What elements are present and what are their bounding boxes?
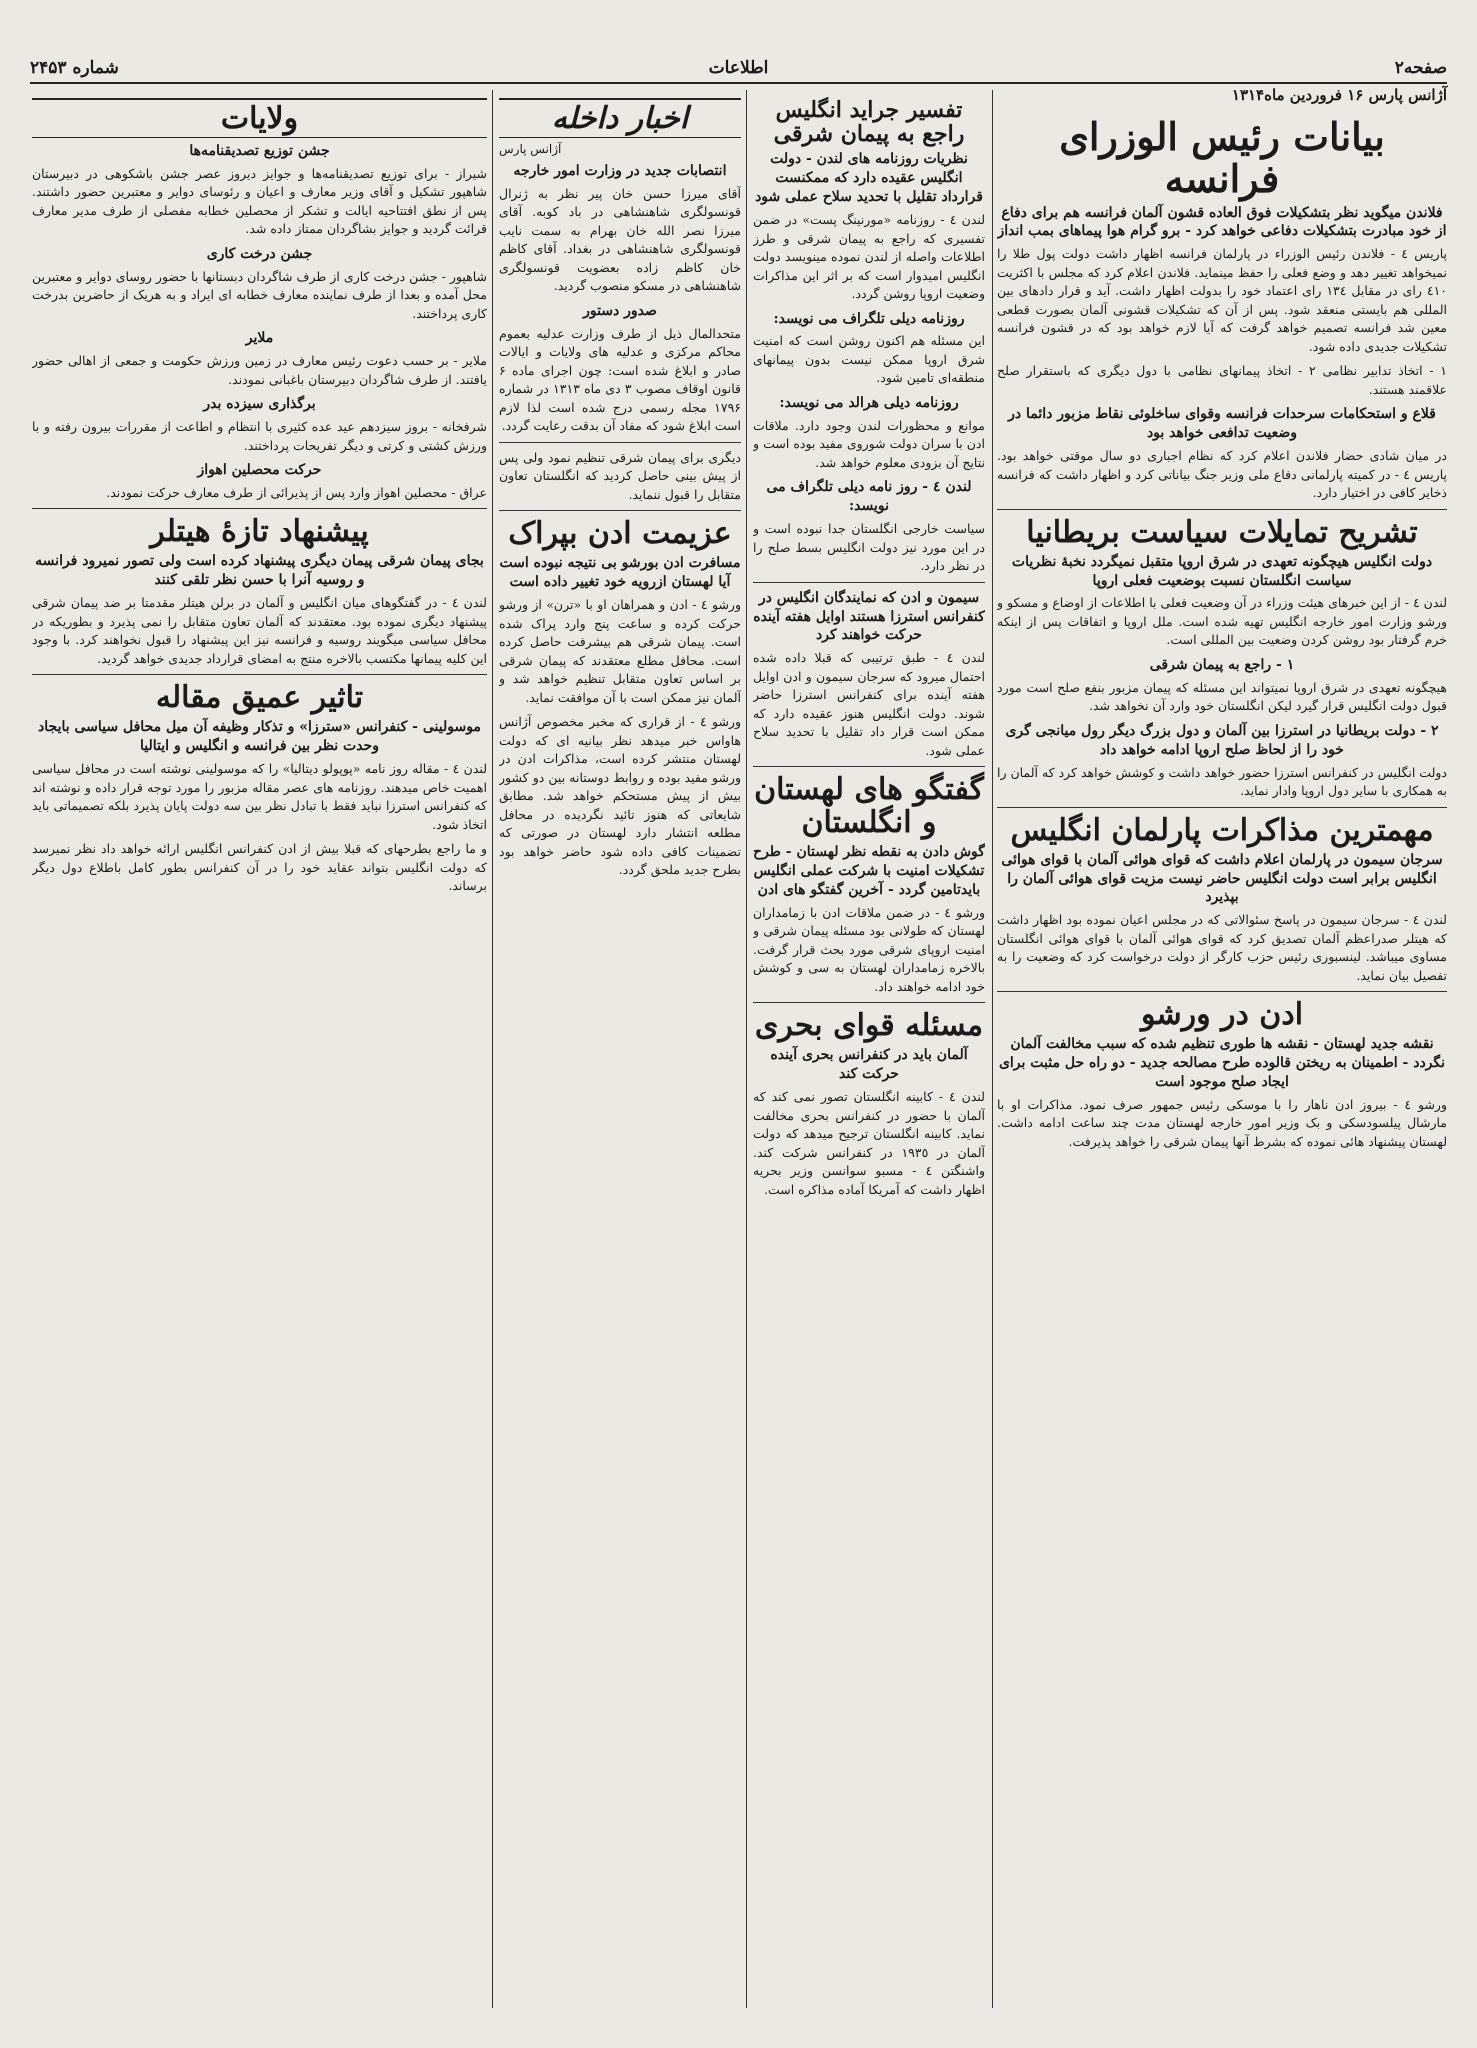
article-body: سیاست خارجی انگلستان جدا نبوده است و در این مورد نیز دولت انگلیس بسط صلح را در نظر دارد.: [753, 521, 985, 574]
issue-number: شماره ۲۴۵۳: [30, 58, 119, 78]
subhead-hitler-proposal: بجای پیمان شرقی پیمان دیگری پیشنهاد کرده است ولی تصور نمیرود فرانسه و روسیه آنرا با حسن نظر تلقی کنند: [35, 553, 484, 589]
subhead-british-parliament: سرجان سیمون در پارلمان اعلام داشت که قوای هوائی آلمان با قوای هوائی انگلیس برابر است دولت انگلیس حاضر نیست مزیت قوای هوائی آلمان را بپذیرد: [1001, 851, 1443, 906]
section-daily-telegraph-2: لندن ٤ - روز نامه دیلی تلگراف می نویسد:: [766, 479, 972, 515]
column-center-left: [499, 94, 741, 886]
section-eastern-pact: ۱ - راجع به پیمان شرقی: [1149, 656, 1295, 673]
section-decree: صدور دستور: [583, 302, 657, 319]
headline-british-parliament: مهمترین مذاکرات پارلمان انگلیس: [1010, 812, 1434, 848]
divider: [753, 766, 985, 767]
section-daily-telegraph: روزنامه دیلی تلگراف می نویسد:: [773, 310, 965, 327]
article-body: عراق - محصلین اهواز وارد پس از پذیرائی از طرف معارف حرکت نمودند.: [106, 484, 487, 500]
headline-polish-talks: گفتگو های لهستان و انگلستان: [754, 772, 984, 841]
divider: [753, 582, 985, 583]
headline-provinces: ولایات: [32, 98, 487, 138]
subhead-eden-prague: مسافرت ادن بورشو بی نتیجه نبوده است آیا لهستان ازرویه خود تغییر داده است: [499, 555, 741, 591]
headline-simon-eden: سیمون و ادن که نمایندگان انگلیس در کنفرانس استرزا هستند اوایل هفته آینده حرکت خواهند کرد: [753, 589, 985, 644]
byline: آژانس پارس: [499, 142, 562, 156]
section-diploma-ceremony: جشن توزیع تصدیقنامه‌ها: [189, 143, 330, 159]
article-body: لندن ٤ - کابینه انگلستان تصور نمی کند که آلمان با حضور در کنفرانس بحری مخالفت نماید. کابینه انگلستان ترجیح میدهد که دولت آلمان در ۱۹۳٥ در کنفرانس شرکت کند. واشنگتن ٤ - مسبو سوانسن وزیر بحریه اظهار داشت که آمریکا آماده مذاکره است.: [753, 1089, 985, 1197]
column-right: [997, 112, 1447, 1157]
date-line: آژانس پارس ۱۶ فروردین ماه۱۳۱۴: [1231, 86, 1447, 104]
headline-eden-prague: عزیمت ادن بپراک: [508, 516, 732, 552]
section-foreign-ministry: انتصابات جدید در وزارت امور خارجه: [513, 163, 727, 179]
divider: [499, 510, 741, 511]
section-stresa-mediation: ۲ - دولت بریطانیا در استرزا بین آلمان و دول بزرگ دیگر رول میانجی گری خود را از لحاظ صلح اروپا ادامه خواهد داد: [1005, 722, 1439, 758]
column-center-right: [753, 94, 985, 1205]
subhead-naval-forces: آلمان باید در کنفرانس بحری آینده حرکت کند: [770, 1047, 968, 1083]
column-left: [32, 94, 487, 902]
article-body: در میان شادی حضار فلاندن اعلام کرد که نظام اجباری دو سال موقتی خواهد بود. پاریس ٤ - در کمیته پارلمانی دفاع ملی وزیر جنگ بیاناتی کرد و اظهار داشت که فرانسه ذخایر کافی در اختیار دارد.: [997, 448, 1447, 501]
article-body: لندن ٤ - از این خبرهای هیئت وزراء در آن وضعیت فعلی با اطلاعات از اوضاع و مسکو و ورشو وزارت امور خارجه انگلیس تهیه شده است. ملل اروپا و اتفاقات پس از اینکه خرم گرفتار بود روشن کردن وضعیت بین المللی است.: [997, 595, 1447, 648]
divider: [499, 442, 741, 443]
divider: [997, 509, 1447, 510]
article-body: و ما راجع بطرحهای که قبلا بیش از ادن کنفرانس انگلیس ارائه خواهد داد نظر نمیرسد که دولت انگلیس بتواند عقاید خود را در آن کنفرانس بطور کامل باطلاع دول دیگر برساند.: [32, 841, 487, 894]
article-body: ملایر - بر حسب دعوت رئیس معارف در زمین ورزش حکومت و جمعی از اهالی حضور یافتند. از طرف شاگردان دبیرستان باغبانی نمودند.: [32, 353, 487, 387]
headline-eden-warsaw: ادن در ورشو: [1140, 997, 1304, 1033]
article-body: لندن ٤ - مقاله روز نامه «پوپولو دیتالیا» را که موسولینی نوشته است در محافل سیاسی اهمیت خاص میدهند. روزنامه های عصر مقاله مزبور را مورد توجه قرار داده و نوشته اند که کنفرانس استرزا نباید فقط با تبادل نظر بین سه دولت پایان پذیرد بلکه تصمیماتی باید اتخاذ شود.: [32, 761, 487, 832]
article-body: این مسئله هم اکنون روشن است که امنیت شرق اروپا ممکن نیست بدون پیمانهای منطقه‌ای تامین شود.: [753, 333, 985, 386]
article-body: ورشو ٤ - ادن و همراهان او با «ترن» از ورشو حرکت کرده و ساعت پنج وارد پراک شده است. پیمان شرقی هم بیشرفت حاصل کرده است. محافل مطلع معتقدند که پیمان شرقی بر اساس تعاون متقابل تنظیم خواهد شد و آلمان نیز ممکن است با آن موافقت نماید.: [499, 597, 741, 705]
headline-hitler-proposal: پیشنهاد تازهٔ هیتلر: [150, 514, 369, 550]
headline-domestic-news: اخبار داخله: [499, 98, 741, 138]
column-rule: [992, 90, 993, 2008]
divider: [753, 1002, 985, 1003]
article-body: شرفخانه - بروز سیزدهم عید عده کثیری با انتظام و اطاعت از مقررات بیرون رفته و با ورزش کشتی و کرتی و دیگر تفریحات پرداختند.: [32, 419, 487, 453]
headline-article-impact: تاثیر عمیق مقاله: [155, 680, 364, 716]
article-body: ورشو ٤ - از قراری که مخبر مخصوص آژانس هاواس خبر میدهد نظر بیانیه ای که دولت لهستان منتشر کرده است، مذاکرات ادن در ورشو مفید بوده و روابط دوستانه بین دو کشور بیش از پیش مستحکم خواهد شد. مطابق شایعاتی که هنوز تائید نگردیده در محافل مطلعه انتشار دارد لهستان در صورتی که تضمینات کافی داده شود حاضر خواهد بود بطرح جدید ملحق گردد.: [499, 714, 741, 878]
article-body: پاریس ٤ - فلاندن رئیس الوزراء در پارلمان فرانسه اظهار داشت دولت پول طلا را نمیخواهد تغییر دهد و وضع فعلی را حفظ مینماید. فلاندن اعلام کرد که مجلس با اکثریت ٤۱۰ رای در مقابل ۱۳٤ رای اعتماد خود را بدولت اظهار داشت. آید و قرار دادهای بین المللی هم بایستی منعقد شود. پس از آن که تشکیلات قشونی آلمان بصورت قطعی معین شد فرانسه تصمیم خواهد گرفت که آیا لازم خواهد بود که در قشون فرانسه تشکیلات جدیدی داده شود.: [997, 246, 1447, 354]
subhead-eden-warsaw: نقشه جدید لهستان - نقشه ها طوری تنظیم شده که سبب مخالفت آلمان نگردد - اطمینان به ریختن قالوده طرح مصالحه جدید - دو راه حل مثبت برای ایجاد صلح موجود است: [998, 1036, 1446, 1091]
subhead-polish-talks: گوش دادن به نقطه نظر لهستان - طرح تشکیلات امنیت با شرکت عملی انگلیس بایدتامین گردد - آخرین گفتگو های ادن: [753, 844, 985, 899]
subhead-article-impact: موسولینی - کنفرانس «سترزا» و تذکار وظیفه آن میل محافل سیاسی بایجاد وحدت نظر بین فرانسه و انگلیس و ایتالیا: [38, 719, 481, 755]
article-body: شیراز - برای توزیع تصدیقنامه‌ها و جوایز دیروز عصر جشن باشکوهی در دبیرستان شاهپور تشکیل و آقای وزیر معارف و اعیان و رئوسای دوایر و معتبرین حضور داشتند. پس از نطق افتتاحیه ایالت و تشکر از محصلین خطابه مفصلی از طرف مدیر معارف قرائت گردید و جوایز بشاگردان ممتاز داده شد.: [32, 165, 487, 237]
headline-french-pm: بیانات رئیس الوزرای فرانسه: [1059, 114, 1385, 201]
section-tree-planting: جشن درخت کاری: [206, 245, 313, 262]
section-malayer: ملایر: [245, 330, 274, 347]
article-body: لندن ٤ - سرجان سیمون در پاسخ سئوالاتی که در مجلس اعیان نموده بود اظهار داشت که هیتلر صدراعظم آلمان تصدیق کرد که قوای هوائی آلمان با قوای هوائی انگلستان مساوی میباشد. لینسبوری رئیس حزب کارگر از دولت درخواست کرد که وضعیت را به تفصیل بیان نماید.: [997, 912, 1447, 983]
subhead-british-policy: دولت انگلیس هیچگونه تعهدی در شرق اروپا متقبل نمیگردد نخبهٔ نظریات سیاست انگلستان نسبت بوضعیت فعلی اروپا: [1011, 553, 1433, 589]
article-body: موانع و محظورات لندن وجود دارد. ملاقات ادن با سران دولت شوروی مفید بوده است و نتایج آن بزودی معلوم خواهد شد.: [753, 417, 985, 470]
section-sizdah-bedar: برگذاری سیزده بدر: [203, 396, 316, 413]
headline-british-policy: تشریح تمایلات سیاست بریطانیا: [1026, 514, 1418, 550]
subhead-french-pm: فلاندن میگوید نظر بتشکیلات فوق العاده قشون آلمان فرانسه هم برای دفاع از خود مبادرت بتشکیلات دفاعی خواهد کرد - برو گرام هوا پیماهای بمب انداز: [997, 204, 1447, 240]
article-body: ورشو ٤ - در ضمن ملاقات ادن با زمامداران لهستان که طولانی بود مسئله پیمان شرقی و امنیت اروپای شرقی مورد بحث قرار گرفت. بالاخره زمامداران لهستان به سی و کوشش خود ادامه خواهند داد.: [753, 904, 985, 994]
article-body: آقای میرزا حسن خان پیر نظر به ژنرال قونسولگری شاهنشاهی در باد کوبه. آقای میرزا نصر الله خان بهرام به سمت نایب قونسولگری شاهنشاهی در بغداد. آقای کاظم خان کاظم زاده بعضویت قونسولگری شاهنشاهی در مسکو منصوب گردید.: [499, 185, 741, 294]
paper-name: اطلاعات: [708, 58, 769, 78]
section-daily-herald: روزنامه دیلی هرالد می نویسد:: [779, 394, 959, 411]
page-number: صفحه۲: [1394, 58, 1447, 78]
subhead-fortifications: قلاع و استحکامات سرحدات فرانسه وقوای ساخلوئی نقاط مزبور دائما در وضعیت تدافعی خواهد بود: [1008, 406, 1436, 442]
column-rule: [492, 90, 493, 2008]
article-body: دیگری برای پیمان شرقی تنظیم نمود ولی پس از پیش بینی حاصل کردید که انگلستان تعاون متقابل را قبول ننماید.: [499, 449, 741, 502]
article-body: ۱ - اتخاذ تدابیر نظامی ۲ - اتخاذ پیمانهای نظامی با دول دیگری که باستقرار صلح علاقمند هستند.: [997, 363, 1447, 397]
headline-naval-forces: مسئله قوای بحری: [754, 1008, 984, 1044]
section-ahvaz-students: حرکت محصلین اهواز: [197, 462, 322, 479]
column-rule: [746, 90, 747, 2008]
article-body: هیچگونه تعهدی در شرق اروپا نمیتواند این مسئله که پیمان مزبور بنفع صلح است مورد قبول دولت انگلیس قرار گیرد لیکن انگلستان خود وارد آن نخواهد شد.: [997, 679, 1447, 714]
article-body: لندن ٤ - طبق ترتیبی که قبلا داده شده احتمال میرود که سرجان سیمون و ادن اوایل هفته آینده برای کنفرانس استرزا حاضر شوند. دولت انگلیس هنوز عقیده دارد که ممکن است قرار داد تقلیل با تحدید سلاح عملی شود.: [753, 650, 985, 758]
divider: [997, 991, 1447, 992]
article-body: متحدالمال ذیل از طرف وزارت عدلیه بعموم محاکم مرکزی و عدلیه های ولایات و ایالات صادر و ابلاغ شده است: چون اجرای ماده ۶ قانون اوقاف مصوب ۳ دی ماه ۱۳۱۳ در شماره ۱۷۹۶ مجله رسمی درج شده است لذا لازم است ابلاغ شود که مفاد آن بدقت رعایت گردد.: [499, 325, 741, 434]
divider: [32, 508, 487, 509]
subhead-press-eastern-pact: نظریات روزنامه های لندن - دولت انگلیس عقیده دارد که ممکنست قرارداد تقلیل با تحدید سلاح عملی شود: [755, 151, 983, 206]
article-body: لندن ٤ - روزنامه «مورنینگ پست» در ضمن تفسیری که راجع به پیمان شرقی و طرز اطلاعات واصله از لندن نموده مینویسد دولت انگلیس امیدوار است که بر اثر این مذاکرات وضعیت اروپا روشن گردد.: [753, 212, 985, 302]
divider: [32, 674, 487, 675]
masthead: [30, 56, 1447, 84]
article-body: ورشو ٤ - بیروز ادن ناهار را با موسکی رئیس جمهور صرف نمود. مذاکرات او با مارشال پیلسودسکی و بک وزیر امور خارجه لهستان مدت چند ساعت ادامه داشت. لهستان پیشنهاد هائی نموده که بشرط آنها پیمان شرقی را خواهد پذیرفت.: [997, 1096, 1447, 1149]
article-body: دولت انگلیس در کنفرانس استرزا حضور خواهد داشت و کوشش خواهد کرد که آلمان را به همکاری با سایر دول اروپا وادار نماید.: [997, 764, 1447, 799]
headline-press-eastern-pact: تفسیر جراید انگلیس راجع به پیمان شرقی: [773, 97, 965, 148]
divider: [997, 807, 1447, 808]
article-body: شاهپور - جشن درخت کاری از طرف شاگردان دبستانها با حضور روسای دوایر و معتبرین محل آمده و بعدا از طرف نماینده معارف خطابه ای ایراد و به هریک از حاضرین بدرخت کاری پرداختند.: [32, 268, 487, 321]
article-body: لندن ٤ - در گفتگوهای میان انگلیس و آلمان در برلن هیتلر مقدمتا بر ضد پیمان شرقی پیشنهاد دیگری نموده بود. معتقدند که آلمان تعاون متقابل را نمی پذیرد و بطوریکه در محافل سیاسی میگویند روسیه و فرانسه نیز این پیشنهاد را قبول نخواهند کرد. با وجود این کلیه پیمانها مکتسب بالاخره منتج به امضای قرارداد جدیدی خواهد گردید.: [32, 595, 487, 666]
